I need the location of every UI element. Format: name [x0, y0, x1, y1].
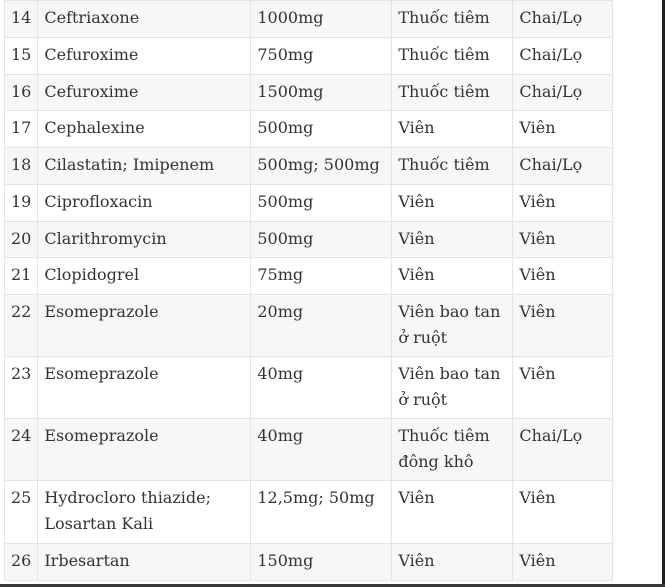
cell-unit: Chai/Lọ [513, 148, 613, 185]
cell-form: Viên [392, 544, 513, 581]
cell-unit: Viên [513, 258, 613, 295]
table-row [5, 481, 613, 544]
cell-unit: Chai/Lọ [513, 1, 613, 38]
cell-dose: 500mg [251, 111, 392, 148]
cell-no: 20 [5, 222, 38, 258]
table-row [5, 295, 613, 357]
cell-form: Thuốc tiêm [392, 148, 513, 185]
table-row [5, 1, 613, 38]
cell-name: Cephalexine [38, 111, 251, 148]
cell-dose: 40mg [251, 419, 392, 481]
cell-unit: Viên [513, 185, 613, 222]
cell-no: 14 [5, 1, 38, 38]
cell-unit: Viên [513, 295, 613, 357]
cell-no: 26 [5, 544, 38, 581]
cell-unit: Chai/Lọ [513, 419, 613, 481]
cell-name: Clopidogrel [38, 258, 251, 295]
table-row [5, 419, 613, 481]
table-row [5, 111, 613, 148]
drug-table [4, 0, 613, 581]
table-row [5, 544, 613, 581]
cell-unit: Viên [513, 357, 613, 419]
cell-no: 23 [5, 357, 38, 419]
cell-dose: 12,5mg; 50mg [251, 481, 392, 544]
cell-name: Irbesartan [38, 544, 251, 581]
cell-no: 25 [5, 481, 38, 544]
cell-form: Thuốc tiêm [392, 38, 513, 75]
table-row [5, 148, 613, 185]
cell-name: Cefuroxime [38, 75, 251, 111]
cell-form: Viên bao tan ở ruột [392, 357, 513, 419]
cell-dose: 1500mg [251, 75, 392, 111]
cell-form: Viên bao tan ở ruột [392, 295, 513, 357]
cell-dose: 500mg [251, 222, 392, 258]
cell-no: 21 [5, 258, 38, 295]
cell-name: Ciprofloxacin [38, 185, 251, 222]
table-row [5, 357, 613, 419]
drug-table-body [5, 1, 613, 581]
cell-dose: 500mg [251, 185, 392, 222]
cell-name: Clarithromycin [38, 222, 251, 258]
cell-no: 24 [5, 419, 38, 481]
cell-dose: 75mg [251, 258, 392, 295]
cell-name: Esomeprazole [38, 295, 251, 357]
cell-form: Viên [392, 481, 513, 544]
cell-unit: Viên [513, 544, 613, 581]
cell-no: 15 [5, 38, 38, 75]
cell-unit: Viên [513, 111, 613, 148]
cell-unit: Viên [513, 222, 613, 258]
cell-form: Thuốc tiêm [392, 1, 513, 38]
cell-form: Viên [392, 222, 513, 258]
cell-dose: 500mg; 500mg [251, 148, 392, 185]
cell-name: Esomeprazole [38, 419, 251, 481]
table-row [5, 222, 613, 258]
cell-dose: 750mg [251, 38, 392, 75]
cell-no: 18 [5, 148, 38, 185]
cell-name: Cilastatin; Imipenem [38, 148, 251, 185]
cell-dose: 40mg [251, 357, 392, 419]
cell-name: Esomeprazole [38, 357, 251, 419]
cell-form: Thuốc tiêm đông khô [392, 419, 513, 481]
cell-name: Ceftriaxone [38, 1, 251, 38]
table-row [5, 258, 613, 295]
table-row [5, 38, 613, 75]
table-row [5, 185, 613, 222]
cell-form: Thuốc tiêm [392, 75, 513, 111]
cell-no: 17 [5, 111, 38, 148]
cell-dose: 1000mg [251, 1, 392, 38]
cell-dose: 20mg [251, 295, 392, 357]
cell-name: Cefuroxime [38, 38, 251, 75]
cell-no: 16 [5, 75, 38, 111]
cell-unit: Viên [513, 481, 613, 544]
cell-name: Hydrocloro thiazide; Losartan Kali [38, 481, 251, 544]
cell-unit: Chai/Lọ [513, 75, 613, 111]
cell-dose: 150mg [251, 544, 392, 581]
cell-form: Viên [392, 185, 513, 222]
cell-form: Viên [392, 111, 513, 148]
cell-unit: Chai/Lọ [513, 38, 613, 75]
cell-form: Viên [392, 258, 513, 295]
cell-no: 22 [5, 295, 38, 357]
cell-no: 19 [5, 185, 38, 222]
table-row [5, 75, 613, 111]
